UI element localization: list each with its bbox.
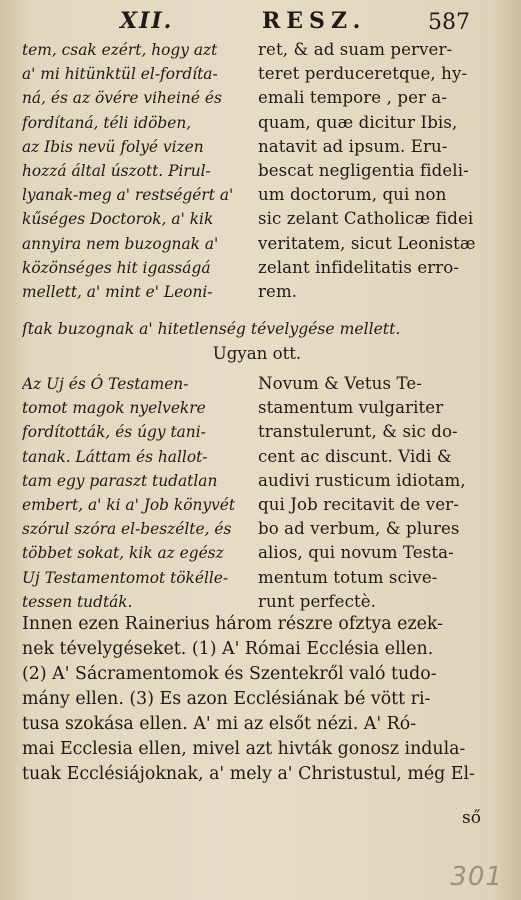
hungarian-line: szórul szóra el-beszélte, és (22, 520, 232, 539)
paragraph-line: mai Ecclesia ellen, mivel azt hivták gonosz indula- (22, 739, 466, 759)
body-paragraph (22, 612, 492, 787)
latin-column-2 (258, 372, 492, 614)
latin-line: Novum & Vetus Te- (258, 374, 422, 393)
latin-line: mentum totum scive- (258, 567, 438, 587)
latin-line: um doctorum, qui non (258, 185, 447, 205)
paragraph-line: mány ellen. (3) Es azon Ecclésiának bé vött ri- (22, 689, 431, 709)
latin-line: runt perfectè. (258, 591, 377, 611)
paragraph-line: tuak Ecclésiájoknak, a' mely a' Christustul, még El- (22, 764, 475, 784)
latin-line: cent ac discunt. Vidi & (258, 446, 452, 466)
latin-line: ret, & ad suam perver- (258, 40, 453, 59)
hungarian-column-2 (22, 372, 258, 614)
running-header (0, 4, 521, 38)
paragraph-line: tusa szokása ellen. A' mi az elsőt nézi. A' Ró- (22, 714, 417, 734)
hungarian-line: lyanak-meg a' restségért a' (22, 186, 234, 205)
hungarian-line: embert, a' ki a' Job könyvét (22, 495, 236, 514)
catchword: ső (462, 808, 481, 828)
hungarian-line: többet sokat, kik az egész (22, 544, 224, 563)
chapter-number: XII. (120, 8, 174, 34)
section-label: RESZ. (262, 8, 367, 34)
hungarian-line: tessen tudták. (22, 592, 133, 611)
latin-line: quam, quæ dicitur Ibis, (258, 112, 458, 132)
latin-line: bescat negligentia fideli- (258, 160, 469, 180)
latin-column-1 (258, 38, 492, 304)
latin-line: transtulerunt, & sic do- (258, 422, 458, 442)
hungarian-line: az Ibis nevü folyé vizen (22, 137, 204, 156)
hungarian-line: annyira nem buzognak a' (22, 234, 219, 253)
latin-line: sic zelant Catholicæ fidei (258, 209, 474, 229)
hungarian-line: kűséges Doctorok, a' kik (22, 210, 214, 229)
latin-line: bo ad verbum, & plures (258, 519, 460, 539)
paragraph-line: (2) A' Sácramentomok és Szentekről való tudo- (22, 664, 437, 684)
hungarian-line: tam egy paraszt tudatlan (22, 471, 218, 490)
latin-line: qui Job recitavit de ver- (258, 494, 459, 514)
latin-line: stamentum vulgariter (258, 398, 444, 418)
hungarian-line: Az Uj és Ó Testamen- (22, 375, 189, 393)
hungarian-line: fordítaná, téli idöben, (22, 113, 192, 132)
parallel-block-1 (22, 38, 492, 304)
hungarian-column-1 (22, 38, 258, 304)
pencil-folio-mark: 301 (450, 862, 503, 892)
parallel-block-2 (22, 372, 492, 614)
hungarian-line: ná, és az övére viheiné és (22, 89, 222, 108)
hungarian-line: Uj Testamentomot tökélle- (22, 568, 229, 587)
block1-tail-line: ſtak buzognak a' hitetlenség tévelygése mellett. (22, 320, 401, 338)
hungarian-line: tanak. Láttam és hallot- (22, 447, 208, 466)
page-number: 587 (428, 10, 470, 35)
paragraph-line: nek tévelygéseket. (1) A' Római Ecclésia ellen. (22, 639, 434, 659)
hungarian-line: közönséges hit igasságá (22, 258, 211, 277)
latin-line: natavit ad ipsum. Eru- (258, 136, 448, 156)
hungarian-line: tem, csak ezért, hogy azt (22, 41, 218, 59)
paragraph-line: Innen ezen Rainerius három részre ofztya ezek- (22, 614, 444, 634)
hungarian-line: fordították, és úgy tani- (22, 423, 206, 442)
ugyan-ott-heading: Ugyan ott. (212, 344, 302, 363)
latin-line: veritatem, sicut Leonistæ (258, 233, 476, 253)
hungarian-line: a' mi hitünktül el-fordíta- (22, 65, 218, 84)
latin-line: audivi rusticum idiotam, (258, 470, 466, 490)
latin-line: emali tempore , per a- (258, 88, 448, 108)
latin-line: alios, qui novum Testa- (258, 543, 454, 563)
hungarian-line: tomot magok nyelvekre (22, 399, 206, 418)
latin-line: rem. (258, 281, 298, 301)
latin-line: teret perduceretque, hy- (258, 64, 468, 84)
hungarian-line: mellett, a' mint e' Leoni- (22, 282, 213, 301)
hungarian-line: hozzá által úszott. Pirul- (22, 161, 211, 180)
latin-line: zelant infidelitatis erro- (258, 257, 460, 277)
